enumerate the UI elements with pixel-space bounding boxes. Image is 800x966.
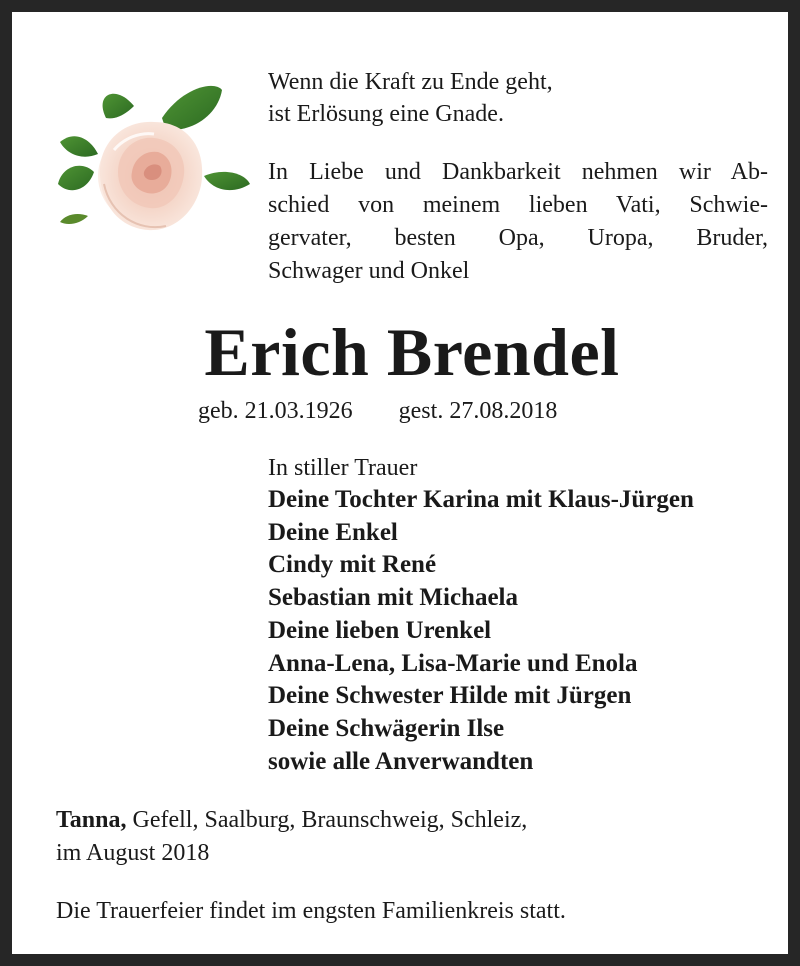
mourners-list (268, 484, 694, 778)
funeral-note: Die Trauerfeier findet im engsten Familienkreis statt. (56, 898, 566, 924)
poem-verse (268, 66, 768, 130)
mourner-line: Anna-Lena, Lisa-Marie und Enola (268, 649, 638, 677)
mourner-line: sowie alle Anverwandten (268, 747, 534, 775)
mourner-line: Deine lieben Urenkel (268, 616, 492, 644)
mourner-line: Sebastian mit Michaela (268, 584, 518, 612)
farewell-line: Schwager und Onkel (268, 258, 470, 284)
poem-line: Wenn die Kraft zu Ende geht, (268, 69, 553, 95)
poem-line: ist Erlösung eine Gnade. (268, 101, 504, 127)
mourner-line: Deine Schwägerin Ilse (268, 714, 505, 742)
rose-flower-icon (54, 80, 254, 240)
mourner-line: Deine Enkel (268, 518, 398, 546)
farewell-line: In Liebe und Dankbarkeit nehmen wir Ab- (268, 159, 768, 185)
farewell-line: gervater, besten Opa, Uropa, Bruder, (268, 225, 768, 251)
place-and-date (56, 804, 756, 870)
main-place: Tanna, (56, 807, 127, 833)
birth-date: geb. 21.03.1926 (198, 398, 353, 424)
month-year: im August 2018 (56, 840, 210, 866)
mourning-label: In stiller Trauer (268, 455, 418, 481)
mourner-line: Cindy mit René (268, 551, 437, 579)
mourner-line: Deine Tochter Karina mit Klaus-Jürgen (268, 486, 694, 513)
life-dates (198, 396, 557, 426)
death-date: gest. 27.08.2018 (398, 398, 558, 424)
farewell-text (268, 156, 768, 288)
places-line (56, 804, 756, 837)
other-places: Gefell, Saalburg, Braunschweig, Schleiz, (126, 807, 528, 833)
farewell-line: schied von meinem lieben Vati, Schwie- (268, 192, 768, 218)
mourner-line: Deine Schwester Hilde mit Jürgen (268, 682, 632, 710)
deceased-name: Erich Brendel (204, 314, 620, 390)
